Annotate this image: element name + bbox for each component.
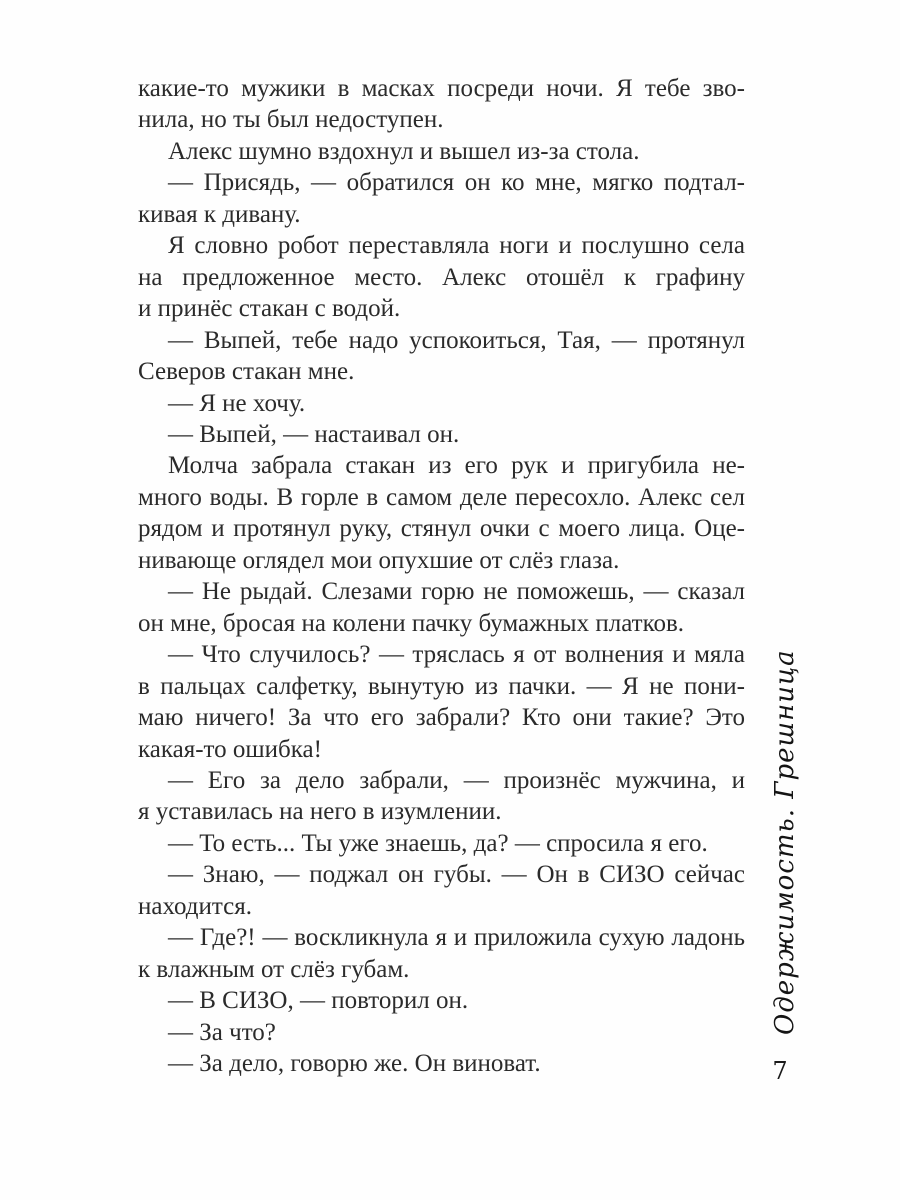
text-line: Я словно робот переставляла ноги и послушно села (168, 232, 745, 260)
text-line: к влажным от слёз губам. (138, 955, 410, 983)
page-number: 7 (772, 1057, 788, 1085)
text-line: — В СИЗО, — повторил он. (168, 987, 469, 1015)
text-line: маю ничего! За что его забрали? Кто они такие? Это (138, 704, 745, 732)
text-line: — Присядь, — обратился он ко мне, мягко подтал- (168, 169, 745, 197)
text-line: я уставилась на него в изумлении. (138, 798, 502, 826)
text-line: на предложенное место. Алекс отошёл к графину (138, 263, 745, 291)
text-line: — Где?! — воскликнула я и приложила сухую ладонь (168, 924, 745, 952)
text-line: рядом и протянул руку, стянул очки с моего лица. Оце- (138, 515, 745, 543)
text-line: — За дело, говорю же. Он виноват. (168, 1050, 541, 1078)
text-line: нивающе оглядел мои опухшие от слёз глаза. (138, 546, 620, 574)
text-line: — За что? (168, 1018, 276, 1046)
text-line: находится. (138, 892, 252, 920)
text-line: нила, но ты был недоступен. (138, 106, 444, 134)
text-line: — Выпей, тебе надо успокоиться, Тая, — протянул (168, 326, 745, 354)
text-line: — Что случилось? — тряслась я от волнения и мяла (168, 641, 745, 669)
text-line: — Знаю, — поджал он губы. — Он в СИЗО сейчас (168, 861, 745, 889)
text-line: он мне, бросая на колени пачку бумажных платков. (138, 609, 684, 637)
text-line: кивая к дивану. (138, 200, 301, 228)
text-line: какие-то мужики в масках посреди ночи. Я тебе зво- (138, 75, 745, 102)
text-line: в пальцах салфетку, вынутую из пачки. — Я не пони- (138, 672, 745, 700)
margin-title: Одержимость. Грешница (770, 649, 800, 1035)
text-line: много воды. В горле в самом деле пересохло. Алекс сел (138, 483, 745, 511)
text-line: Молча забрала стакан из его рук и пригубила не- (168, 452, 745, 480)
text-line: — Не рыдай. Слезами горю не поможешь, — сказал (168, 578, 745, 606)
text-block (138, 73, 745, 1080)
text-line: — Я не хочу. (168, 389, 306, 417)
text-line: Алекс шумно вздохнул и вышел из-за стола. (168, 137, 640, 165)
text-line: какая-то ошибка! (138, 735, 322, 763)
text-line: — Его за дело забрали, — произнёс мужчина, и (168, 766, 745, 794)
text-line: Северов стакан мне. (138, 358, 355, 386)
text-line: и принёс стакан с водой. (138, 295, 401, 323)
text-line: — То есть... Ты уже знаешь, да? — спросила я его. (168, 829, 708, 857)
text-line: — Выпей, — настаивал он. (168, 420, 460, 448)
